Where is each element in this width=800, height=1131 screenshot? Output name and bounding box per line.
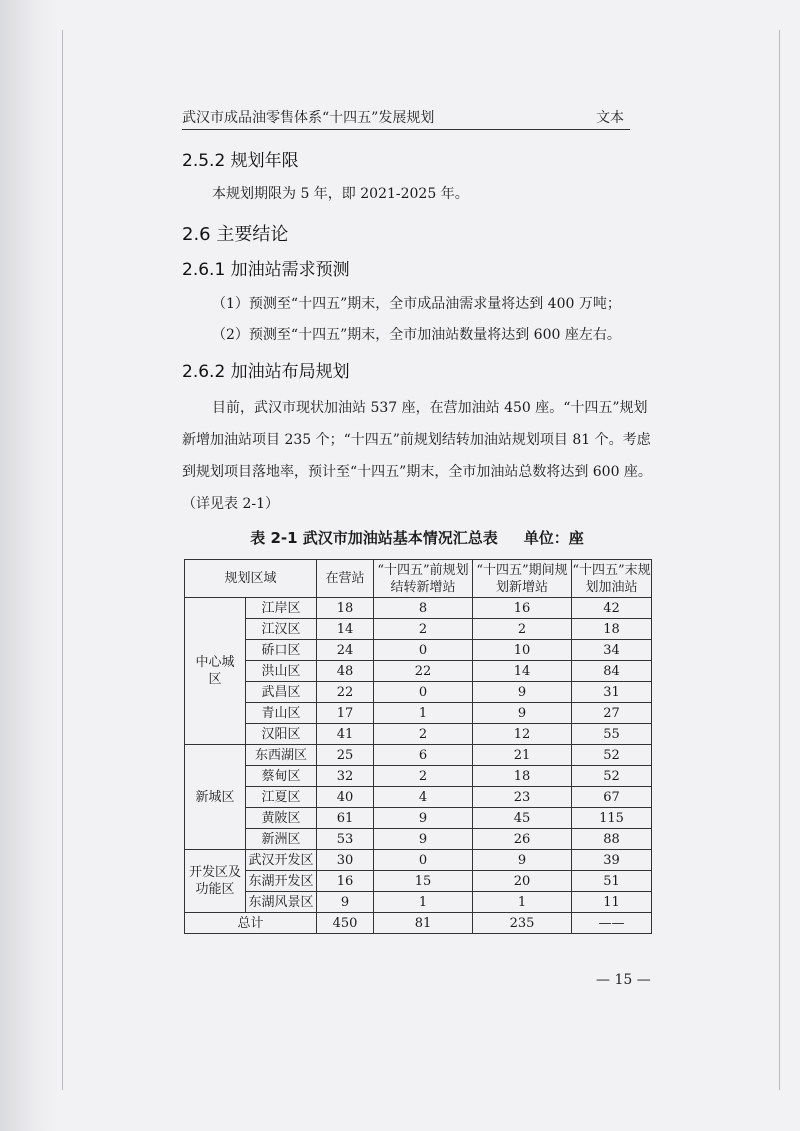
value-cell: 84 <box>572 661 652 682</box>
value-cell: 22 <box>317 682 374 703</box>
value-cell: 24 <box>317 640 374 661</box>
value-cell: 115 <box>572 808 652 829</box>
district-cell: 蔡甸区 <box>246 766 317 787</box>
table-row <box>185 787 652 808</box>
group-cell: 新城区 <box>185 745 246 850</box>
value-cell: 1 <box>473 892 572 913</box>
table-unit: 单位：座 <box>523 529 584 547</box>
value-cell: 52 <box>572 766 652 787</box>
value-cell: 52 <box>572 745 652 766</box>
group-cell: 开发区及功能区 <box>185 850 246 913</box>
value-cell: 10 <box>473 640 572 661</box>
value-cell: 51 <box>572 871 652 892</box>
value-cell: 18 <box>473 766 572 787</box>
district-cell: 黄陂区 <box>246 808 317 829</box>
district-cell: 武昌区 <box>246 682 317 703</box>
value-cell: 9 <box>374 808 473 829</box>
value-cell: 53 <box>317 829 374 850</box>
header-cell-carryover: “十四五”前规划结转新增站 <box>374 560 473 598</box>
list-item-demand-1: （1）预测至“十四五”期末，全市成品油需求量将达到 400 万吨； <box>212 296 621 312</box>
district-cell: 汉阳区 <box>246 724 317 745</box>
group-cell: 中心城区 <box>185 598 246 745</box>
value-cell: 39 <box>572 850 652 871</box>
district-cell: 江汉区 <box>246 619 317 640</box>
header-cell-total-planned: “十四五”末规划加油站 <box>572 560 652 598</box>
value-cell: 41 <box>317 724 374 745</box>
value-cell: 26 <box>473 829 572 850</box>
value-cell: 16 <box>317 871 374 892</box>
value-cell: 9 <box>473 682 572 703</box>
total-value-cell: 81 <box>374 913 473 934</box>
header-label: 文本 <box>596 110 624 126</box>
table-row <box>185 661 652 682</box>
district-cell: 东湖开发区 <box>246 871 317 892</box>
district-cell: 青山区 <box>246 703 317 724</box>
value-cell: 2 <box>374 619 473 640</box>
table-row <box>185 766 652 787</box>
header-title: 武汉市成品油零售体系“十四五”发展规划 <box>182 110 435 126</box>
value-cell: 11 <box>572 892 652 913</box>
district-cell: 江夏区 <box>246 787 317 808</box>
value-cell: 45 <box>473 808 572 829</box>
value-cell: 40 <box>317 787 374 808</box>
value-cell: 0 <box>374 640 473 661</box>
table-row <box>185 703 652 724</box>
table-row <box>185 682 652 703</box>
value-cell: 42 <box>572 598 652 619</box>
list-item-demand-2: （2）预测至“十四五”期末，全市加油站数量将达到 600 座左右。 <box>212 327 621 343</box>
value-cell: 34 <box>572 640 652 661</box>
value-cell: 0 <box>374 850 473 871</box>
table-row <box>185 598 652 619</box>
table-row <box>185 745 652 766</box>
value-cell: 27 <box>572 703 652 724</box>
value-cell: 31 <box>572 682 652 703</box>
district-cell: 东西湖区 <box>246 745 317 766</box>
value-cell: 1 <box>374 703 473 724</box>
district-cell: 东湖风景区 <box>246 892 317 913</box>
value-cell: 18 <box>572 619 652 640</box>
value-cell: 9 <box>473 703 572 724</box>
page-number: — 15 — <box>596 972 651 988</box>
table-total-row <box>185 913 652 934</box>
table-header-row <box>185 560 652 598</box>
stations-table <box>184 559 652 934</box>
table-title: 表 2-1 武汉市加油站基本情况汇总表 <box>250 529 498 547</box>
total-value-cell: 235 <box>473 913 572 934</box>
district-cell: 硚口区 <box>246 640 317 661</box>
header-cell-operating: 在营站 <box>317 560 374 598</box>
value-cell: 6 <box>374 745 473 766</box>
value-cell: 17 <box>317 703 374 724</box>
table-row <box>185 619 652 640</box>
total-label-cell: 总计 <box>185 913 317 934</box>
value-cell: 21 <box>473 745 572 766</box>
value-cell: 16 <box>473 598 572 619</box>
value-cell: 9 <box>317 892 374 913</box>
value-cell: 67 <box>572 787 652 808</box>
value-cell: 25 <box>317 745 374 766</box>
value-cell: 30 <box>317 850 374 871</box>
table-caption <box>182 527 652 548</box>
value-cell: 20 <box>473 871 572 892</box>
value-cell: 0 <box>374 682 473 703</box>
district-cell: 江岸区 <box>246 598 317 619</box>
value-cell: 32 <box>317 766 374 787</box>
value-cell: 9 <box>473 850 572 871</box>
value-cell: 14 <box>473 661 572 682</box>
value-cell: 8 <box>374 598 473 619</box>
total-value-cell: 450 <box>317 913 374 934</box>
district-cell: 武汉开发区 <box>246 850 317 871</box>
value-cell: 2 <box>374 724 473 745</box>
total-value-cell: —— <box>572 913 652 934</box>
table-row <box>185 850 652 871</box>
value-cell: 22 <box>374 661 473 682</box>
value-cell: 61 <box>317 808 374 829</box>
heading-2-5-2: 2.5.2 规划年限 <box>182 151 299 171</box>
value-cell: 23 <box>473 787 572 808</box>
heading-2-6: 2.6 主要结论 <box>182 224 289 245</box>
value-cell: 2 <box>374 766 473 787</box>
value-cell: 14 <box>317 619 374 640</box>
table-row <box>185 640 652 661</box>
paragraph-plan-period: 本规划期限为 5 年，即 2021-2025 年。 <box>212 186 469 202</box>
table-row <box>185 871 652 892</box>
header-cell-new: “十四五”期间规划新增站 <box>473 560 572 598</box>
value-cell: 15 <box>374 871 473 892</box>
value-cell: 9 <box>374 829 473 850</box>
heading-2-6-2: 2.6.2 加油站布局规划 <box>182 362 350 382</box>
value-cell: 2 <box>473 619 572 640</box>
table-row <box>185 829 652 850</box>
value-cell: 12 <box>473 724 572 745</box>
table-row <box>185 808 652 829</box>
header-cell-region: 规划区域 <box>185 560 317 598</box>
district-cell: 洪山区 <box>246 661 317 682</box>
value-cell: 4 <box>374 787 473 808</box>
value-cell: 18 <box>317 598 374 619</box>
paragraph-layout-plan: 目前，武汉市现状加油站 537 座，在营加油站 450 座。“十四五”规划新增加油站项目 235 个；“十四五”前规划结转加油站规划项目 81 个。考虑到规划项目落地率，预计至“十四五”期末，全市加油站总数将达到 600 座。（详见表 2-1） <box>182 400 652 512</box>
heading-2-6-1: 2.6.1 加油站需求预测 <box>182 260 350 280</box>
table-row <box>185 724 652 745</box>
value-cell: 1 <box>374 892 473 913</box>
value-cell: 55 <box>572 724 652 745</box>
running-header <box>182 107 630 130</box>
value-cell: 48 <box>317 661 374 682</box>
table-row <box>185 892 652 913</box>
district-cell: 新洲区 <box>246 829 317 850</box>
value-cell: 88 <box>572 829 652 850</box>
